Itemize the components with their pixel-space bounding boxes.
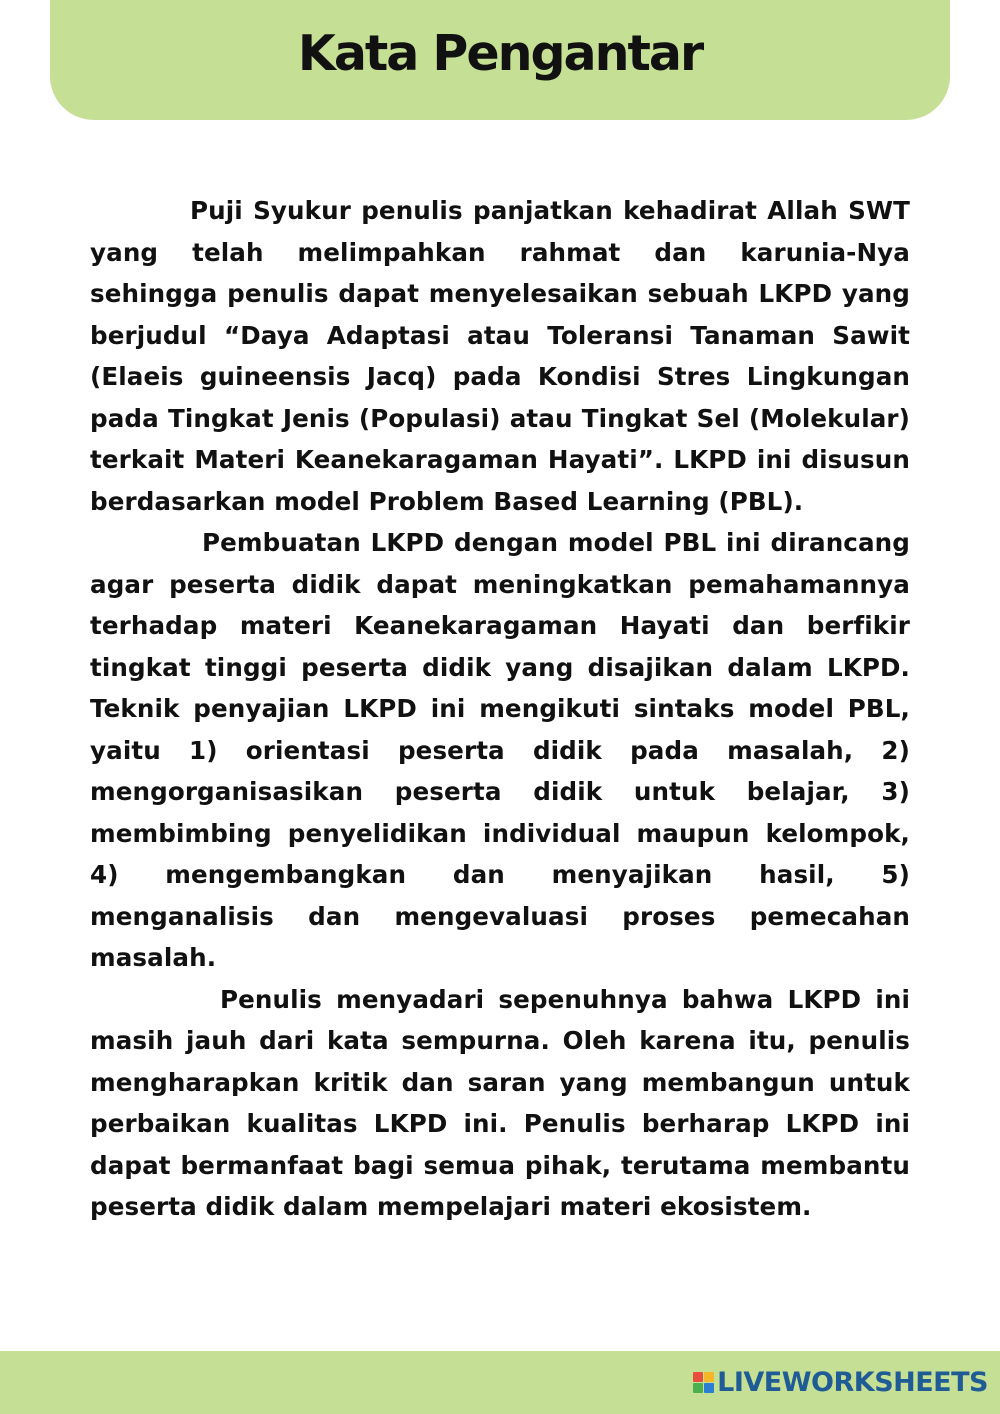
paragraph-gratitude: Puji Syukur penulis panjatkan kehadirat Allah SWT yang telah melimpahkan rahmat dan karunia-Nya sehingga penulis dapat menyelesaikan sebuah LKPD yang berjudul “Daya Adaptasi atau Toleransi Tanaman Sawit (Elaeis guineensis Jacq) pada Kondisi Stres Lingkungan pada Tingkat Jenis (Populasi) atau Tingkat Sel (Molekular) terkait Materi Keanekaragaman Hayati”. LKPD ini disusun berdasarkan model Problem Based Learning (PBL).	[90, 196, 910, 516]
paragraph-pbl-method: Pembuatan LKPD dengan model PBL ini dirancang agar peserta didik dapat meningkatkan pemahamannya terhadap materi Keanekaragaman Hayati dan berfikir tingkat tinggi peserta didik yang disajikan dalam LKPD. Teknik penyajian LKPD ini mengikuti sintaks model PBL, yaitu 1) orientasi peserta didik pada masalah, 2) mengorganisasikan peserta didik untuk belajar, 3) membimbing penyelidikan individual maupun kelompok, 4) mengembangkan dan menyajikan hasil, 5) menganalisis dan mengevaluasi proses pemecahan masalah.	[90, 528, 910, 972]
title-banner	[50, 0, 950, 120]
liveworksheets-logo-icon	[693, 1372, 714, 1393]
paragraph-closing: Penulis menyadari sepenuhnya bahwa LKPD ini masih jauh dari kata sempurna. Oleh karena itu, penulis mengharapkan kritik dan saran yang membangun untuk perbaikan kualitas LKPD ini. Penulis berharap LKPD ini dapat bermanfaat bagi semua pihak, terutama membantu peserta didik dalam mempelajari materi ekosistem.	[90, 984, 910, 1221]
liveworksheets-brand[interactable]	[693, 1367, 988, 1398]
preface-body	[90, 190, 910, 1228]
brand-name: LIVEWORKSHEETS	[717, 1367, 988, 1398]
footer-bar	[0, 1351, 1000, 1414]
page-title: Kata Pengantar	[297, 24, 703, 82]
